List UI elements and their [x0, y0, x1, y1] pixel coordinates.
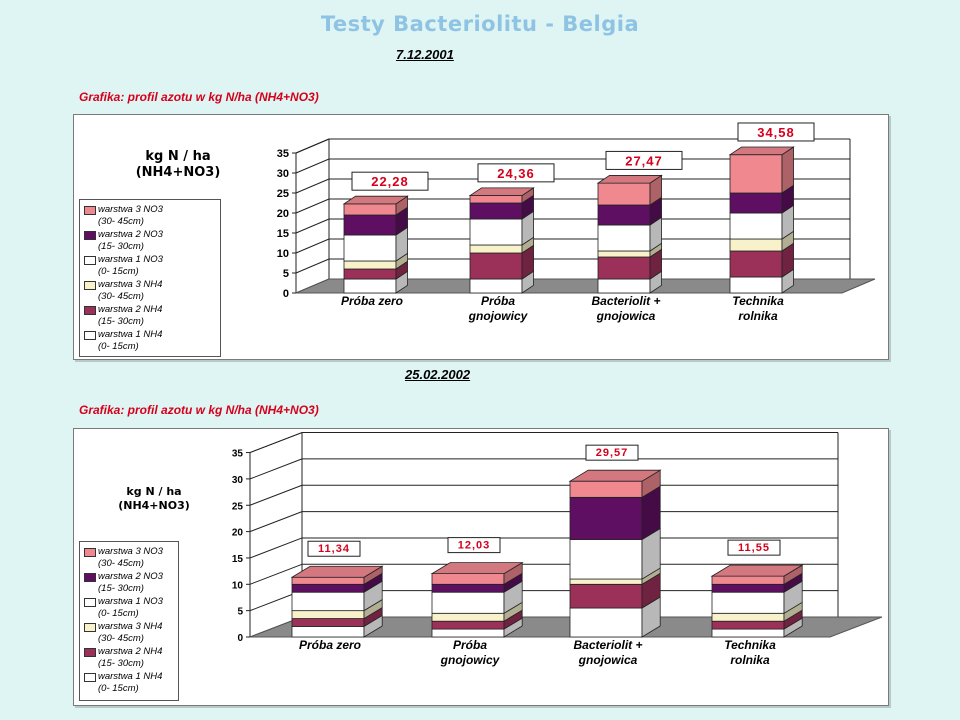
y-tick-label: 0 — [282, 288, 289, 300]
category-label: Próba — [452, 638, 488, 652]
bar-segment-front — [730, 213, 782, 239]
y-tick-label: 15 — [231, 553, 243, 565]
y-tick-label: 5 — [237, 606, 243, 618]
legend-label: warstwa 3 NO3 — [98, 546, 163, 557]
y-tick-label: 20 — [231, 527, 243, 539]
category-label: Próba zero — [298, 638, 362, 652]
y-tick-label: 35 — [276, 148, 289, 160]
bar-segment-front — [470, 279, 522, 293]
grid-side-line — [296, 259, 329, 273]
bar-segment-front — [712, 592, 784, 613]
total-label: 24,36 — [497, 165, 535, 181]
legend-label: warstwa 3 NH4 — [98, 279, 163, 290]
bar-segment-front — [598, 279, 650, 293]
bar-segment-front — [292, 592, 364, 610]
bar-segment-front — [292, 626, 364, 637]
bar-segment-front — [712, 613, 784, 621]
chart-1-title: Grafika: profil azotu w kg N/ha (NH4+NO3) — [79, 90, 319, 104]
bar-segment-front — [598, 251, 650, 257]
total-label: 27,47 — [625, 153, 663, 169]
y-tick-label: 20 — [276, 208, 289, 220]
legend-label: warstwa 3 NH4 — [98, 621, 163, 632]
chart-1-ylabel-line2: (NH4+NO3) — [135, 165, 221, 181]
category-label: Technika — [724, 638, 776, 652]
bar-segment-front — [712, 621, 784, 629]
category-label: Bacteriolit + — [591, 294, 661, 308]
bar-segment-front — [570, 608, 642, 637]
y-tick-label: 30 — [231, 474, 243, 486]
grid-side-line — [250, 538, 302, 558]
total-label: 11,55 — [738, 542, 770, 555]
bar-segment-front — [598, 257, 650, 279]
grid-side-line — [250, 485, 302, 505]
total-label: 11,34 — [318, 543, 350, 556]
bar-segment-front — [432, 592, 504, 613]
bar-segment-front — [470, 253, 522, 279]
y-tick-label: 0 — [237, 633, 243, 644]
bar-segment-front — [292, 611, 364, 619]
bar-segment-front — [730, 251, 782, 277]
category-label: Próba — [480, 294, 516, 308]
bar-segment-front — [598, 205, 650, 225]
category-label: Technika — [732, 294, 784, 308]
bar-segment — [470, 188, 534, 203]
bar-segment-front — [344, 279, 396, 293]
bar-segment-front — [344, 235, 396, 261]
total-label: 29,57 — [595, 447, 629, 460]
bar-segment-front — [598, 225, 650, 251]
y-tick-label: 10 — [276, 248, 289, 260]
legend-range: (0- 15cm) — [98, 341, 139, 352]
chart-2-plot — [74, 429, 888, 705]
category-label: gnojowica — [596, 309, 656, 323]
bar-segment-front — [570, 579, 642, 584]
grid-side-line — [250, 459, 302, 479]
y-tick-label: 25 — [276, 188, 289, 200]
legend-label: warstwa 2 NO3 — [98, 571, 163, 582]
bar-segment-top — [344, 196, 408, 204]
chart-2-panel — [73, 428, 889, 706]
category-label: gnojowica — [578, 653, 638, 667]
bar-segment-front — [432, 613, 504, 621]
back-wall-edge — [296, 139, 329, 153]
bar-segment-front — [470, 203, 522, 219]
bar-segment-front — [292, 619, 364, 627]
bar-segment-front — [730, 155, 782, 193]
y-tick-label: 5 — [282, 268, 289, 280]
bar-segment-front — [730, 239, 782, 251]
chart-2-title: Grafika: profil azotu w kg N/ha (NH4+NO3) — [79, 403, 319, 417]
total-label: 12,03 — [457, 539, 491, 552]
page-title: Testy Bacteriolitu - Belgia — [320, 12, 640, 36]
bar-segment-front — [344, 215, 396, 235]
bar-segment-top — [598, 175, 662, 183]
bar-segment-front — [712, 576, 784, 584]
legend-label: warstwa 2 NH4 — [98, 304, 163, 315]
y-tick-label: 35 — [231, 448, 243, 460]
bar-segment-front — [292, 584, 364, 592]
grid-side-line — [296, 159, 329, 173]
bar-segment-front — [598, 183, 650, 205]
bar-segment — [344, 196, 408, 215]
legend-label: warstwa 2 NO3 — [98, 229, 163, 240]
bar-segment-front — [344, 269, 396, 279]
total-label: 22,28 — [371, 174, 409, 190]
bar-segment-top — [470, 188, 534, 196]
chart-1-ylabel-line1: kg N / ha — [145, 149, 211, 164]
legend-range: (30- 45cm) — [98, 291, 144, 302]
bar-segment-front — [730, 193, 782, 213]
bar-segment-front — [570, 481, 642, 497]
bar-segment-front — [432, 629, 504, 637]
bar-segment-front — [432, 574, 504, 585]
legend-range: (30- 45cm) — [98, 216, 144, 227]
category-label: rolnika — [738, 309, 778, 323]
bar-segment — [292, 566, 382, 584]
grid-side-line — [296, 219, 329, 233]
bar-segment-front — [470, 245, 522, 253]
back-wall-edge — [250, 433, 302, 453]
bar-segment-front — [570, 497, 642, 539]
y-tick-label: 30 — [276, 168, 289, 180]
bar-segment — [570, 470, 660, 497]
grid-side-line — [296, 179, 329, 193]
bar-segment-front — [570, 540, 642, 580]
bar-segment-front — [344, 261, 396, 269]
y-tick-label: 10 — [231, 580, 243, 592]
bar-segment — [598, 175, 662, 205]
category-label: Bacteriolit + — [573, 638, 643, 652]
legend-range: (30- 45cm) — [98, 633, 144, 644]
bar-segment-front — [570, 584, 642, 608]
category-label: gnojowicy — [468, 309, 528, 323]
y-tick-label: 15 — [276, 228, 289, 240]
legend-label: warstwa 1 NO3 — [98, 254, 163, 265]
bar-segment-front — [712, 629, 784, 637]
legend-label: warstwa 1 NH4 — [98, 671, 163, 682]
grid-side-line — [250, 512, 302, 532]
chart-1-date: 7.12.2001 — [396, 47, 454, 62]
legend-range: (0- 15cm) — [98, 266, 139, 277]
category-label: gnojowicy — [440, 653, 500, 667]
grid-side-line — [296, 199, 329, 213]
legend-range: (15- 30cm) — [98, 658, 144, 669]
legend-label: warstwa 1 NH4 — [98, 329, 163, 340]
grid-side-line — [296, 239, 329, 253]
chart-1-panel — [73, 114, 889, 360]
bar-segment-front — [470, 219, 522, 245]
bar-segment-front — [432, 621, 504, 629]
bar-segment-front — [730, 277, 782, 293]
bar-segment-front — [470, 196, 522, 203]
chart-2-date: 25.02.2002 — [405, 367, 471, 382]
bar-segment — [712, 565, 802, 584]
legend-range: (15- 30cm) — [98, 316, 144, 327]
category-label: Próba zero — [340, 294, 404, 308]
chart-1-plot — [74, 115, 888, 359]
legend-label: warstwa 2 NH4 — [98, 646, 163, 657]
chart-2-ylabel-line2: (NH4+NO3) — [118, 498, 190, 512]
legend-label: warstwa 3 NO3 — [98, 204, 163, 215]
legend-range: (15- 30cm) — [98, 583, 144, 594]
legend-range: (15- 30cm) — [98, 241, 144, 252]
bar-segment — [432, 563, 522, 585]
legend-range: (30- 45cm) — [98, 558, 144, 569]
bar-segment-front — [712, 584, 784, 592]
total-label: 34,58 — [757, 124, 795, 140]
bar-segment-front — [344, 204, 396, 215]
y-tick-label: 25 — [231, 501, 243, 513]
bar-segment — [730, 147, 794, 193]
category-label: rolnika — [730, 653, 770, 667]
legend-range: (0- 15cm) — [98, 608, 139, 619]
legend-range: (0- 15cm) — [98, 683, 139, 694]
bar-segment-front — [432, 584, 504, 592]
bar-segment-top — [730, 147, 794, 155]
legend-label: warstwa 1 NO3 — [98, 596, 163, 607]
bar-segment-front — [292, 577, 364, 584]
chart-2-ylabel-line1: kg N / ha — [126, 485, 182, 498]
